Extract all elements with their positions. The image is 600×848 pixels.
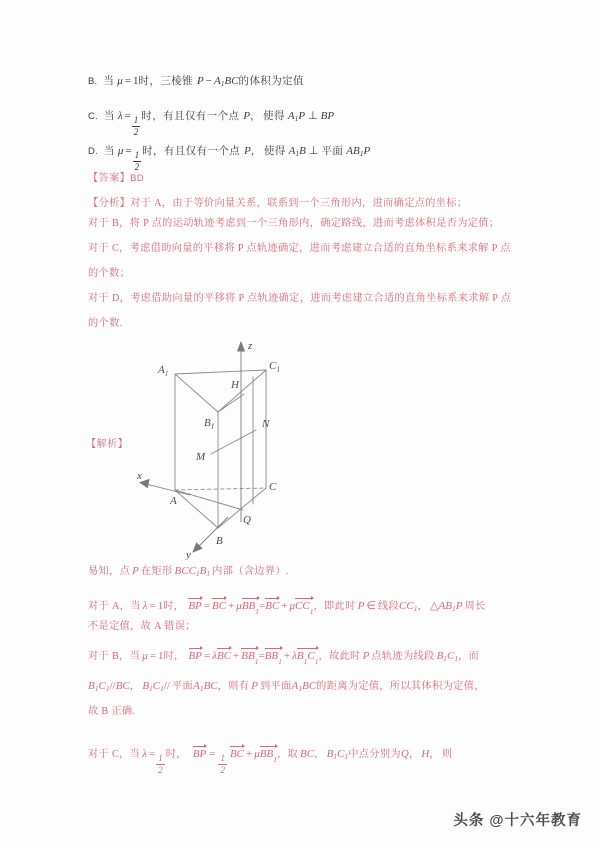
case-c-point-h: H — [421, 748, 430, 760]
point-label-N: N — [262, 418, 270, 430]
case-b-l2-b1-2: B — [142, 680, 150, 692]
solution-case-b-line3: 故 B 正确. — [88, 706, 136, 717]
case-b-op1: = — [203, 650, 211, 662]
case-a-belongs: ∈ — [366, 600, 376, 612]
case-c-op1: = — [209, 748, 216, 760]
case-c-vector-bb1: $BB_1$ — [259, 748, 277, 764]
case-b-l2-a1-2: A — [291, 680, 299, 692]
case-a-comma: ， — [417, 601, 429, 612]
option-b-expr-p: P — [197, 75, 204, 87]
option-d-middle-text: 时，有且仅有一个点 — [142, 146, 241, 157]
analysis-line-1: 对于 A，由于等价向量关系，联系到一个三角形内，进而确定点的坐标； — [130, 198, 468, 209]
case-c-segment-bc: BC — [300, 748, 315, 760]
case-b-equals: = — [149, 650, 156, 662]
analysis-line-3: 对于 C，考虑借助向量的平移将 P 点轨迹确定，进而考虑建立合适的直角坐标系来求解 P 点 — [88, 243, 511, 254]
case-a-equals: = — [149, 600, 156, 612]
case-a-triangle-symbol: △ — [430, 600, 439, 612]
case-b-op4: + — [283, 650, 291, 662]
analysis-line-2: 对于 B，将 P 点的运动轨迹考虑到一个三角形内，确定路线，进而考虑体积是否为定值； — [88, 218, 500, 229]
case-b-l2-bc2: BC — [203, 680, 218, 692]
case-b-l2-b1-sub: 1 — [94, 683, 99, 693]
case-a-triangle-p: P — [455, 600, 463, 612]
answer-block — [88, 169, 144, 184]
case-a-variable: λ — [142, 600, 148, 612]
case-a-op3: = — [259, 600, 266, 612]
option-d-tail-text: 使得 — [263, 146, 286, 157]
case-a-value: 1 — [157, 600, 164, 612]
case-c-segment-c1-sub: 1 — [344, 751, 349, 761]
option-d-prefix: 当 — [103, 146, 115, 157]
case-b-l2-comma: ， — [129, 681, 141, 692]
case-b-l2-a1-sub: 1 — [199, 683, 204, 693]
case-b-l2-parallel-1: // — [109, 680, 116, 692]
case-a-vector-bc2: BC — [265, 600, 280, 612]
option-c-expr-bp: BP — [320, 110, 335, 122]
option-c-expr-a: A — [287, 110, 295, 122]
solution-case-b-line2 — [88, 677, 485, 692]
option-c-prefix: 当 — [103, 111, 115, 122]
case-a-lead: 对于 A，当 — [88, 601, 141, 612]
solution-intro-after: 内部（含边界）. — [212, 566, 289, 577]
option-d-expr-b: B — [299, 145, 306, 157]
case-c-comma-2: ， — [408, 749, 420, 760]
option-c-tail-text: 使得 — [263, 111, 285, 122]
watermark: 头条 @十六年教育 — [453, 813, 582, 829]
option-b-expr-a-sub: 1 — [220, 78, 225, 88]
vertex-label-A: A — [170, 495, 177, 507]
option-b — [88, 73, 304, 88]
vertex-label-C1: $C_1$ — [269, 360, 281, 374]
case-a-mu2: μ — [289, 600, 296, 612]
option-b-dash: − — [205, 75, 212, 87]
case-b-end-text: ，而 — [458, 651, 480, 662]
case-c-mu: μ — [254, 748, 260, 760]
option-b-middle-text: 时，三棱锥 — [138, 76, 194, 87]
case-b-point: P — [362, 650, 370, 662]
case-b-op3: = — [258, 650, 265, 662]
case-b-vector-bb1-2: $BB_1$ — [264, 650, 282, 666]
point-label-H: H — [231, 379, 239, 391]
option-d-key: D. — [88, 146, 98, 157]
option-b-key: B. — [88, 76, 98, 87]
case-b-vector-bb1: $BB_1$ — [241, 650, 259, 666]
option-c-point: P — [243, 110, 251, 122]
option-c-middle-text: 时，有且仅有一个点 — [141, 111, 240, 122]
case-c-variable: λ — [142, 748, 147, 760]
option-d-comma: ， — [250, 146, 262, 157]
case-c-fraction-denominator: 2 — [158, 765, 163, 775]
analysis-line-6: 的个数. — [88, 318, 123, 329]
option-c-equals: = — [124, 110, 131, 122]
case-b-l2-a1: A — [193, 680, 200, 692]
solution-intro-mid: 在矩形 — [140, 566, 173, 577]
vertex-label-A1: $A_1$ — [158, 364, 169, 378]
option-d-variable: μ — [117, 145, 124, 157]
case-b-l2-c1: C — [98, 680, 106, 692]
case-a-point: P — [357, 600, 365, 612]
case-b-l2-plane-text: 平面 — [172, 681, 194, 692]
case-b-segment-c1: C — [447, 650, 455, 662]
case-a-triangle-ab: AB — [438, 600, 452, 612]
case-c-comma-3: ， — [429, 749, 440, 760]
case-b-l2-c1-2: C — [152, 680, 161, 692]
option-d-point: P — [244, 145, 251, 157]
case-a-segment: CC — [399, 600, 414, 612]
case-c-vector-bc: BC — [229, 748, 244, 760]
solution-intro — [88, 562, 289, 577]
case-c-fraction-numerator: 1 — [158, 753, 163, 763]
option-c — [88, 108, 335, 137]
case-c-equals: = — [148, 748, 156, 760]
case-c-point-q: Q — [400, 748, 409, 760]
option-d-perp-symbol: ⊥ — [308, 145, 319, 157]
option-b-value: 1 — [133, 75, 139, 87]
point-label-M: M — [196, 451, 206, 463]
case-a-mu: μ — [236, 600, 242, 612]
case-b-l2-a1-2-sub: 1 — [298, 683, 303, 693]
case-c-segment-b1: B — [326, 748, 334, 760]
solution-intro-point: P — [132, 565, 139, 577]
vertex-label-B: B — [216, 535, 223, 547]
case-b-l2-to-plane: 到平面 — [260, 681, 292, 692]
option-d-fraction-denominator: 2 — [134, 162, 140, 172]
case-c-then: 则 — [441, 749, 453, 760]
case-c-tail-text: 中点分别为 — [348, 749, 401, 760]
solution-case-b-line1 — [88, 647, 479, 664]
triangular-prism-diagram — [128, 332, 378, 560]
option-d-fraction-numerator: 1 — [134, 150, 140, 160]
case-b-shi: 时， — [163, 651, 185, 662]
axis-label-z: z — [248, 340, 253, 352]
case-c-fraction-2-numerator: 1 — [220, 753, 225, 763]
case-b-l2-c1-2-sub: 1 — [160, 683, 164, 693]
option-b-expr-a: A — [214, 75, 221, 87]
option-b-prefix: 当 — [103, 76, 115, 87]
case-b-vector-b1c1: $B_1C_1$ — [296, 650, 319, 666]
case-b-l2-c1-sub: 1 — [105, 683, 110, 693]
case-a-op4: + — [281, 600, 288, 612]
solution-intro-before: 易知，点 — [88, 566, 131, 577]
case-c-shi: 时， — [165, 749, 187, 760]
solution-intro-rect-sub: 1 — [195, 568, 200, 578]
option-c-fraction — [132, 116, 141, 137]
case-b-value: 1 — [157, 650, 164, 662]
answer-label: 【答案】 — [88, 173, 131, 184]
solution-intro-rect2-sub: 1 — [206, 568, 211, 578]
case-a-perimeter: 周长 — [464, 601, 486, 612]
option-c-fraction-denominator: 2 — [133, 127, 139, 137]
case-c-op2: + — [246, 748, 253, 760]
case-c-fraction-2-denominator: 2 — [220, 765, 225, 775]
case-c-segment-c1: C — [337, 748, 345, 760]
case-a-vector-bp: BP — [188, 600, 202, 612]
case-b-segment-c1-sub: 1 — [454, 653, 459, 663]
option-d-expr-ab: AB — [346, 145, 360, 157]
solution-intro-rect2: B — [199, 565, 207, 577]
axis-label-x: x — [137, 470, 142, 482]
point-label-Q: Q — [243, 514, 251, 526]
option-d — [88, 143, 371, 172]
solution-case-c-line1 — [88, 745, 453, 775]
case-a-vector-bb1: $BB_1$ — [241, 600, 260, 616]
case-b-vector-bc: BC — [216, 650, 232, 662]
case-a-vector-cc1: $CC_1$ — [295, 600, 314, 616]
answer-value: BD — [130, 173, 144, 184]
option-d-expr-a-sub: 1 — [295, 148, 300, 158]
case-b-segment-b1-sub: 1 — [443, 653, 448, 663]
option-c-expr-p: P — [298, 110, 306, 122]
case-a-op2: + — [228, 600, 235, 612]
case-b-tail: ，故此时 — [318, 651, 361, 662]
analysis-line-4: 的个数； — [88, 268, 131, 279]
option-b-expr-bc: BC — [224, 75, 239, 87]
case-c-lead: 对于 C，当 — [88, 749, 141, 760]
analysis-label: 【分析】 — [88, 198, 131, 209]
option-d-expr-a: A — [288, 145, 296, 157]
case-b-l2-tail: 的距离为定值，所以其体积为定值， — [316, 681, 485, 692]
analysis-line-5: 对于 D，考虑借助向量的平移将 P 点轨迹确定，进而考虑建立合适的直角坐标系来求解 P 点 — [88, 293, 512, 304]
case-b-l2-point-p: P — [251, 680, 258, 692]
solution-label: 【解析】 — [86, 439, 129, 450]
solution-case-a-line2: 不是定值，故 A 错误； — [88, 621, 196, 632]
case-c-vector-bp: BP — [192, 748, 207, 760]
option-c-variable: λ — [117, 110, 123, 122]
case-b-lead: 对于 B，当 — [88, 651, 141, 662]
case-a-triangle-sub: 1 — [451, 603, 456, 613]
option-c-key: C. — [88, 111, 98, 122]
option-d-expr-p2: P — [363, 145, 371, 157]
case-c-fraction — [156, 754, 165, 775]
case-c-mid-text: ，取 — [276, 749, 299, 760]
option-c-comma: ， — [250, 111, 262, 122]
vertex-label-B1: $B_1$ — [204, 417, 215, 431]
case-b-l2-then: ，则有 — [217, 681, 250, 692]
case-b-l2-b1-2-sub: 1 — [149, 683, 153, 693]
option-b-tail-text: 的体积为定值 — [238, 76, 304, 87]
case-c-comma: ， — [314, 749, 325, 760]
option-d-expr-ab-sub: 1 — [359, 148, 364, 158]
case-b-l2-bc3: BC — [302, 680, 317, 692]
case-b-lambda2: λ — [292, 650, 297, 662]
option-c-perp-symbol: ⊥ — [308, 110, 318, 122]
case-b-l2-b1: B — [88, 680, 95, 692]
case-b-segment-b1: B — [436, 650, 444, 662]
option-c-fraction-numerator: 1 — [133, 115, 139, 125]
case-b-l2-bc: BC — [115, 680, 130, 692]
case-a-segment-text: 线段 — [377, 601, 400, 612]
case-b-l2-parallel-2: // — [163, 680, 171, 692]
axis-label-y: y — [186, 549, 191, 560]
solution-case-a-line1 — [88, 597, 486, 614]
case-a-shi: 时， — [163, 601, 185, 612]
case-b-vector-bp: BP — [188, 650, 202, 662]
option-d-equals: = — [125, 145, 132, 157]
case-a-op1: = — [203, 600, 210, 612]
case-a-segment-sub: 1 — [413, 603, 418, 613]
option-b-variable: μ — [117, 75, 123, 87]
case-a-tail: ，即此时 — [313, 601, 356, 612]
option-c-expr-a-sub: 1 — [294, 113, 299, 123]
case-a-vector-bc: BC — [212, 600, 227, 612]
vertex-label-C: C — [269, 481, 277, 493]
analysis-label-row — [88, 194, 467, 209]
case-b-mid-text: 点轨迹为线段 — [371, 651, 435, 662]
case-b-op2: + — [233, 650, 240, 662]
solution-intro-rect: BCC — [174, 565, 196, 577]
option-d-plane-text: 平面 — [321, 146, 344, 157]
case-b-variable: μ — [142, 650, 148, 662]
option-b-equals: = — [124, 75, 132, 87]
case-c-segment-b1-sub: 1 — [333, 751, 338, 761]
case-c-fraction-2 — [218, 754, 227, 775]
case-b-lambda: λ — [212, 650, 217, 662]
